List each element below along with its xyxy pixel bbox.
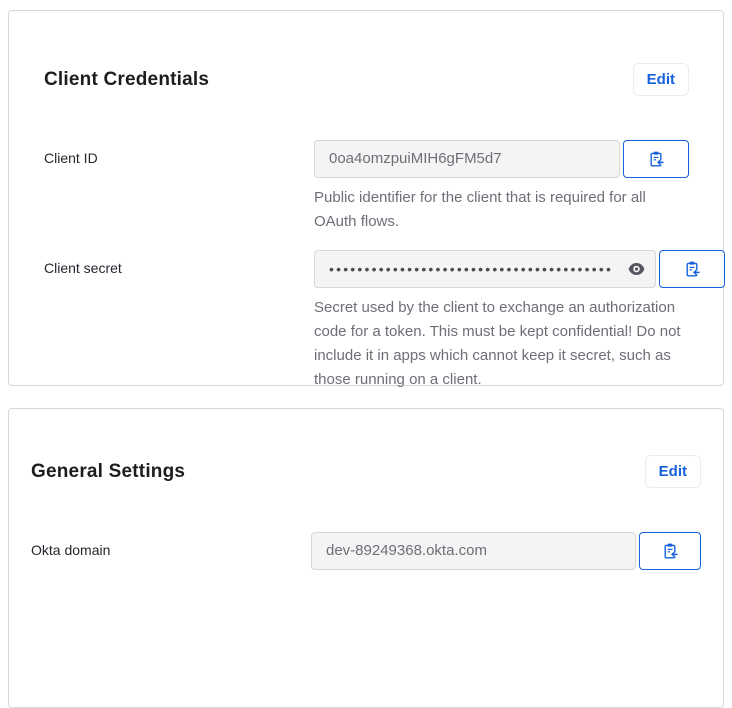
copy-okta-domain-button[interactable] (639, 532, 701, 570)
client-secret-help-text: Secret used by the client to exchange an authorization code for a token. This must be kept confidential! Do not include it in apps which cannot keep it secret, such as those running on a client. (314, 298, 681, 388)
edit-general-settings-button[interactable]: Edit (645, 455, 701, 488)
okta-domain-input[interactable] (311, 532, 636, 570)
client-id-value: 0oa4omzpuiMIH6gFM5d7 (329, 150, 502, 168)
card-header (44, 53, 689, 107)
edit-client-credentials-button[interactable]: Edit (633, 63, 689, 96)
okta-domain-row (31, 532, 701, 570)
reveal-secret-button[interactable] (626, 259, 646, 279)
client-secret-row (44, 250, 689, 392)
okta-domain-label: Okta domain (31, 541, 111, 558)
client-id-label: Client ID (44, 149, 98, 166)
copy-to-clipboard-icon (663, 543, 678, 559)
client-credentials-card (8, 10, 724, 386)
copy-to-clipboard-icon (649, 151, 664, 167)
card-title-general-settings: General Settings (31, 460, 186, 482)
okta-domain-value: dev-89249368.okta.com (326, 542, 487, 560)
client-secret-control (314, 250, 725, 392)
card-header (31, 445, 701, 499)
card-title-client-credentials: Client Credentials (44, 68, 210, 90)
client-secret-label: Client secret (44, 259, 122, 276)
client-id-help-text: Public identifier for the client that is required for all OAuth flows. (314, 188, 646, 230)
client-id-row (44, 140, 689, 234)
client-secret-input[interactable] (314, 250, 656, 288)
client-secret-masked-value: •••••••••••••••••••••••••••••••••••••••• (329, 260, 614, 277)
general-settings-card (8, 408, 724, 708)
copy-to-clipboard-icon (685, 261, 700, 277)
okta-domain-control (311, 532, 701, 570)
client-id-input[interactable] (314, 140, 620, 178)
copy-client-id-button[interactable] (623, 140, 689, 178)
client-id-control (314, 140, 689, 234)
copy-client-secret-button[interactable] (659, 250, 725, 288)
eye-icon (628, 263, 645, 275)
